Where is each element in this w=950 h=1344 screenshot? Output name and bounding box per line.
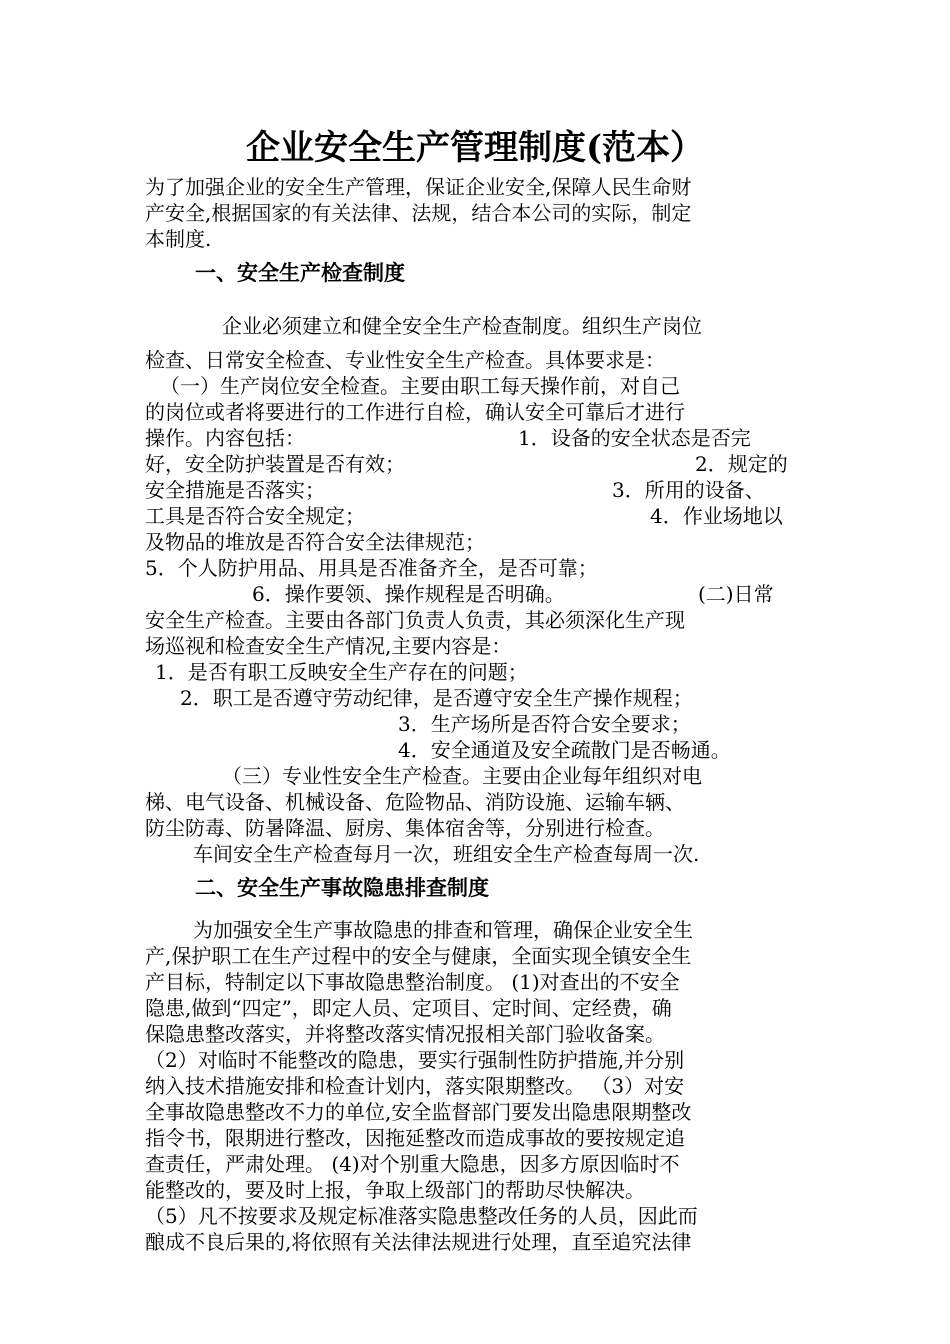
paragraph-line: 及物品的堆放是否符合安全法律规范； [145, 530, 485, 554]
paragraph-line: 车间安全生产检查每月一次，班组安全生产检查每周一次. [193, 842, 700, 866]
paragraph-line: （三）专业性安全生产检查。主要由企业每年组织对电 [222, 764, 702, 788]
paragraph-line: 1．是否有职工反映安全生产存在的问题； [155, 660, 528, 684]
paragraph-line: (二)日常 [698, 582, 774, 606]
section-heading: 一、安全生产检查制度 [195, 261, 405, 285]
paragraph-line: 安全措施是否落实； [145, 478, 325, 502]
paragraph-line: 酿成不良后果的,将依照有关法律法规进行处理，直至追究法律 [145, 1230, 692, 1254]
paragraph-line: 保隐患整改落实，并将整改落实情况报相关部门验收备案。 [145, 1022, 665, 1046]
paragraph-line: 防尘防毒、防暑降温、厨房、集体宿舍等，分别进行检查。 [145, 816, 665, 840]
paragraph-line: 5．个人防护用品、用具是否准备齐全，是否可靠； [145, 556, 598, 580]
paragraph-line: 产目标，特制定以下事故隐患整治制度。 (1)对查出的不安全 [145, 970, 680, 994]
paragraph-line: 产安全,根据国家的有关法律、法规，结合本公司的实际，制定 [145, 201, 692, 225]
paragraph-line: 3．生产场所是否符合安全要求； [398, 712, 691, 736]
paragraph-line: 指令书，限期进行整改，因拖延整改而造成事故的要按规定追 [145, 1126, 685, 1150]
paragraph-line: 检查、日常安全检查、专业性安全生产检查。具体要求是： [145, 348, 665, 372]
paragraph-line: 1．设备的安全状态是否完 [518, 426, 751, 450]
paragraph-line: 为了加强企业的安全生产管理，保证企业安全,保障人民生命财 [145, 175, 692, 199]
paragraph-line: 工具是否符合安全规定； [145, 504, 365, 528]
paragraph-line: 好，安全防护装置是否有效； [145, 452, 405, 476]
paragraph-line: 查责任，严肃处理。 (4)对个别重大隐患，因多方原因临时不 [145, 1152, 680, 1176]
paragraph-line: （5）凡不按要求及规定标准落实隐患整改任务的人员，因此而 [145, 1204, 698, 1228]
paragraph-line: （2）对临时不能整改的隐患，要实行强制性防护措施,并分别 [145, 1048, 685, 1072]
paragraph-line: 3．所用的设备、 [612, 478, 765, 502]
paragraph-line: 纳入技术措施安排和检查计划内，落实限期整改。 （3）对安 [145, 1074, 685, 1098]
paragraph-line: 4．作业场地以 [650, 504, 783, 528]
section-heading: 二、安全生产事故隐患排查制度 [195, 876, 489, 900]
paragraph-line: 能整改的，要及时上报，争取上级部门的帮助尽快解决。 [145, 1178, 645, 1202]
paragraph-line: 隐患,做到“四定”，即定人员、定项目、定时间、定经费，确 [145, 996, 672, 1020]
paragraph-line: 安全生产检查。主要由各部门负责人负责，其必须深化生产现 [145, 608, 685, 632]
paragraph-line: 产,保护职工在生产过程中的安全与健康，全面实现全镇安全生 [145, 944, 692, 968]
paragraph-line: 的岗位或者将要进行的工作进行自检，确认安全可靠后才进行 [145, 400, 685, 424]
paragraph-line: 2．规定的 [695, 452, 788, 476]
paragraph-line: 场巡视和检查安全生产情况,主要内容是： [145, 634, 512, 658]
paragraph-line: 为加强安全生产事故隐患的排查和管理，确保企业安全生 [193, 918, 693, 942]
paragraph-line: （一）生产岗位安全检查。主要由职工每天操作前，对自己 [160, 374, 680, 398]
paragraph-line: 全事故隐患整改不力的单位,安全监督部门要发出隐患限期整改 [145, 1100, 692, 1124]
paragraph-line: 2．职工是否遵守劳动纪律，是否遵守安全生产操作规程； [180, 686, 693, 710]
paragraph-line: 6．操作要领、操作规程是否明确。 [252, 582, 565, 606]
paragraph-line: 梯、电气设备、机械设备、危险物品、消防设施、运输车辆、 [145, 790, 685, 814]
paragraph-line: 4．安全通道及安全疏散门是否畅通。 [398, 738, 731, 762]
document-title: 企业安全生产管理制度(范本） [245, 128, 705, 168]
paragraph-line: 本制度. [145, 227, 212, 251]
paragraph-line: 操作。内容包括： [145, 426, 305, 450]
paragraph-line: 企业必须建立和健全安全生产检查制度。组织生产岗位 [222, 314, 702, 338]
